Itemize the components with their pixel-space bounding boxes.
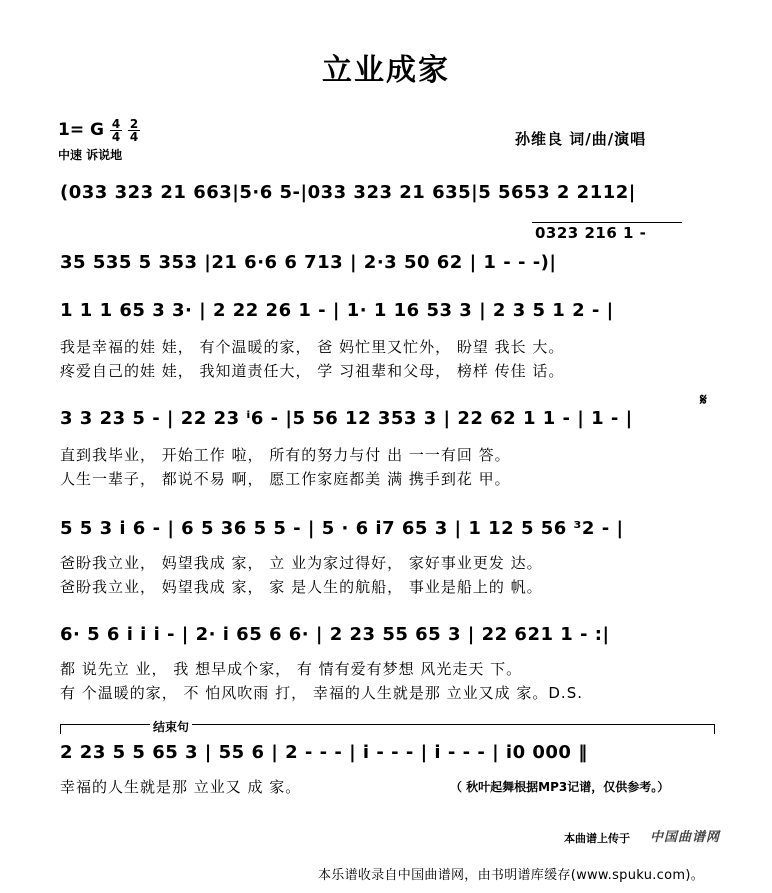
lyric-line-3a: 我是幸福的娃 娃， 有个温暖的家， 爸 妈忙里又忙外， 盼望 我长 大。	[60, 338, 565, 356]
score-line-2: 35 535 5 353 |21 6·6 6 713 | 2·3 50 62 | 1 - - -)|	[60, 252, 557, 273]
lyric-line-6a: 都 说先立 业， 我 想早成个家， 有 情有爱有梦想 风光走天 下。	[60, 660, 523, 678]
footer-credit: 本乐谱收录自中国曲谱网，由书明谱库缓存(www.spuku.com)。	[318, 868, 705, 883]
lyric-line-7: 幸福的人生就是那 立业又 成 家。	[60, 778, 302, 796]
time-signature-1: $\frac{4}{4}$	[111, 117, 121, 144]
tempo-marking: 中速 诉说地	[58, 148, 123, 162]
lyric-line-6b: 有 个温暖的家， 不 怕风吹雨 打， 幸福的人生就是那 立业又成 家。D.S.	[60, 684, 583, 702]
volta-bracket	[532, 222, 682, 223]
ending-bracket-tick-right	[714, 724, 715, 734]
score-line-6: 6· 5 6 i i i - | 2· i 65 6 6· | 2 23 55 65 3 | 22 621 1 - :|	[60, 624, 610, 645]
lyric-line-3b: 疼爱自己的娃 娃， 我知道责任大， 学 习祖辈和父母， 榜样 传佳 话。	[60, 362, 565, 380]
lyric-line-4b: 人生一辈子， 都说不易 啊， 愿工作家庭都美 满 携手到花 甲。	[60, 470, 511, 488]
ending-bracket-tick-left	[60, 724, 61, 734]
score-line-3: 1 1 1 65 3 3· | 2 22 26 1 - | 1· 1 16 53 3 | 2 3 5 1 2 - |	[60, 300, 614, 321]
upload-text: 本曲谱上传于	[564, 832, 630, 845]
score-line-7: 2 23 5 5 65 3 | 55 6 | 2 - - - | i - - - | i - - - | i0 000 ‖	[60, 742, 588, 763]
time-signature-2: $\frac{2}{4}$	[129, 117, 139, 144]
transcription-note: （ 秋叶起舞根据MP3记谱，仅供参考。）	[450, 780, 670, 794]
page-title: 立业成家	[322, 53, 450, 88]
score-line-5: 5 5 3 i 6 - | 6 5 36 5 5 - | 5 · 6 i7 65 3 | 1 12 5 56 ³2 - |	[60, 518, 624, 539]
lyric-line-5a: 爸盼我立业， 妈望我成 家， 立 业为家过得好， 家好事业更发 达。	[60, 554, 543, 572]
volta-notes: 0323 216 1 -	[535, 224, 647, 242]
segno-icon: 𝄋	[700, 390, 707, 409]
lyric-line-5b: 爸盼我立业， 妈望我成 家， 家 是人生的航船， 事业是船上的 帆。	[60, 578, 543, 596]
score-line-1: (033 323 21 663|5·6 5-|033 323 21 635|5 5653 2 2112|	[60, 182, 636, 203]
ending-label: 结束句	[150, 718, 192, 735]
key-signature: 1= G	[58, 120, 104, 140]
site-logo: 中国曲谱网	[650, 830, 721, 845]
score-line-4: 3 3 23 5 - | 22 23 ⁱ6 - |5 56 12 353 3 | 22 62 1 1 - | 1 - |	[60, 408, 633, 429]
lyric-line-4a: 直到我毕业， 开始工作 啦， 所有的努力与付 出 一一有回 答。	[60, 446, 511, 464]
credits: 孙维良 词/曲/演唱	[515, 130, 647, 148]
